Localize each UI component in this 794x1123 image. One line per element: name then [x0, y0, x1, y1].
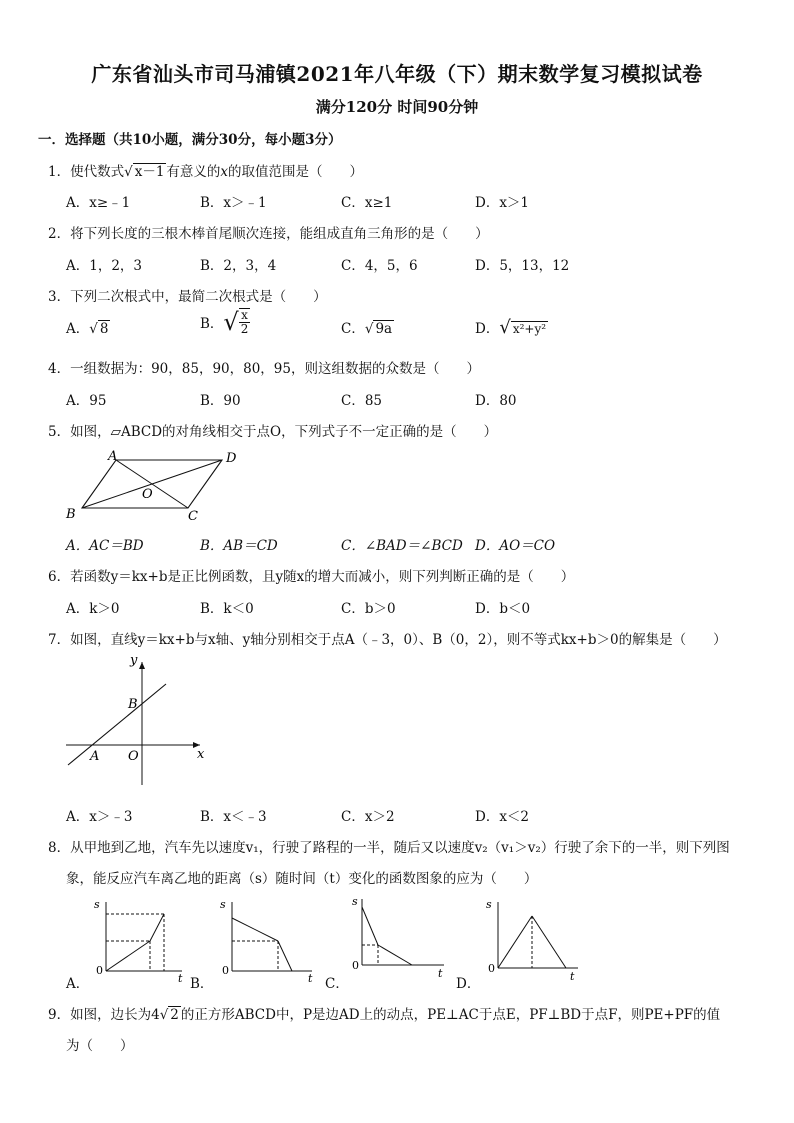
- label-b: B: [128, 697, 138, 712]
- question-text: 一组数据为：90，85，90，80，95，则这组数据的众数是（ ）: [70, 361, 480, 377]
- question-text: 下列二次根式中，最简二次根式是（ ）: [70, 289, 327, 305]
- option-d[interactable]: D．x＞1: [475, 195, 530, 211]
- question-9: [48, 1003, 720, 1023]
- question-text: 如图，边长为4: [70, 1007, 160, 1023]
- label-zero: 0: [352, 959, 359, 972]
- label-c: C: [188, 509, 198, 524]
- graph-line: [232, 918, 278, 941]
- question-8-line2: 象，能反应汽车离乙地的距离（s）随时间（t）变化的函数图象的应为（ ）: [66, 871, 538, 887]
- option-d[interactable]: D．5，13，12: [475, 258, 570, 274]
- option-d[interactable]: D．: [456, 976, 481, 992]
- option-c[interactable]: C．b＞0: [341, 601, 396, 617]
- question-text: 如图，直线y＝kx+b与x轴、y轴分别相交于点A（﹣3，0）、B（0，2），则不等式kx+b＞0的解集是（ ）: [70, 632, 727, 648]
- variable: x: [220, 164, 229, 180]
- label-s: s: [94, 898, 100, 911]
- graph-c: [340, 893, 450, 981]
- label-s: s: [220, 898, 226, 911]
- option-c[interactable]: [341, 317, 394, 337]
- option-a[interactable]: A．k＞0: [66, 601, 120, 617]
- radicand: 9a: [375, 321, 393, 337]
- sqrt-expression: √ 9a: [364, 321, 393, 337]
- question-5: [48, 420, 497, 440]
- label-t: t: [308, 972, 313, 982]
- radicand: 8: [99, 321, 109, 337]
- question-4: [48, 357, 480, 377]
- option-b[interactable]: B．k＜0: [200, 601, 254, 617]
- question-1: [48, 160, 363, 180]
- option-label: C．: [341, 321, 365, 337]
- question-3: [48, 285, 327, 305]
- question-number: 2．: [48, 226, 71, 242]
- label-zero: 0: [222, 964, 229, 977]
- label-a: A: [108, 449, 118, 464]
- label-zero: 0: [96, 964, 103, 977]
- label-t: t: [178, 972, 183, 982]
- option-c[interactable]: C．4，5，6: [341, 258, 418, 274]
- sqrt-expression: [511, 321, 548, 337]
- sqrt-expression: √ x－1: [124, 164, 165, 180]
- label-d: D: [226, 451, 237, 466]
- line-graph: [68, 684, 166, 765]
- question-text: 如图，▱ABCD的对角线相交于点O，下列式子不一定正确的是（ ）: [70, 424, 498, 440]
- sqrt-expression: √ 2: [159, 1007, 179, 1023]
- question-9-line2: 为（ ）: [66, 1038, 134, 1054]
- option-a[interactable]: A．1，2，3: [66, 258, 143, 274]
- option-b[interactable]: B．AB＝CD: [200, 538, 278, 554]
- option-a[interactable]: A．x＞﹣3: [66, 809, 133, 825]
- option-c[interactable]: C．x＞2: [341, 809, 395, 825]
- option-b[interactable]: B．2，3，4: [200, 258, 277, 274]
- graph-a: [88, 896, 188, 982]
- option-c[interactable]: C．∠BAD＝∠BCD: [341, 538, 463, 554]
- question-number: 4．: [48, 361, 71, 377]
- label-s: s: [352, 895, 358, 908]
- parallelogram-figure: [60, 448, 250, 526]
- question-text: 的正方形ABCD中，P是边AD上的动点，PE⊥AC于点E，PF⊥BD于点F，则PE+PF的值: [180, 1007, 721, 1023]
- graph-line: [278, 941, 292, 971]
- sqrt-expression: √ 8: [89, 321, 109, 337]
- graph-line: [362, 907, 378, 945]
- option-label: A．: [66, 321, 90, 337]
- question-number: 6．: [48, 569, 71, 585]
- question-text: 有意义的: [166, 164, 221, 180]
- radicand: x²+y²: [512, 322, 547, 336]
- option-b[interactable]: B．x＞﹣1: [200, 195, 267, 211]
- option-d[interactable]: D．AO＝CO: [475, 538, 556, 554]
- question-2: [48, 222, 489, 242]
- option-d[interactable]: D．80: [475, 393, 517, 409]
- option-c[interactable]: C．x≥1: [341, 195, 393, 211]
- y-axis-arrow: [139, 662, 145, 669]
- question-8: [48, 836, 730, 856]
- label-x: x: [197, 747, 205, 762]
- label-t: t: [570, 970, 575, 982]
- option-b[interactable]: B．90: [200, 393, 241, 409]
- graph-line: [532, 916, 566, 968]
- label-t: t: [438, 967, 443, 980]
- label-b: B: [66, 507, 76, 522]
- option-label: D．: [475, 321, 500, 337]
- option-d[interactable]: D．x＜2: [475, 809, 530, 825]
- option-a[interactable]: A．AC＝BD: [66, 538, 144, 554]
- fraction: [239, 308, 251, 336]
- graph-b: [212, 896, 322, 982]
- graph-line: [106, 941, 150, 971]
- option-label: B．: [200, 316, 224, 332]
- graph-line: [498, 916, 532, 968]
- option-c[interactable]: C．: [325, 976, 349, 992]
- option-d[interactable]: D．b＜0: [475, 601, 531, 617]
- denominator: 2: [240, 322, 249, 336]
- label-o: O: [128, 749, 139, 764]
- option-a[interactable]: A．: [66, 976, 90, 992]
- label-o: O: [142, 487, 153, 502]
- question-text: 使代数式: [70, 164, 125, 180]
- section-heading: 一．选择题（共10小题，满分30分，每小题3分）: [38, 132, 342, 148]
- label-a: A: [90, 749, 100, 764]
- question-number: 3．: [48, 289, 71, 305]
- graph-line: [150, 914, 164, 941]
- page-title: 广东省汕头市司马浦镇2021年八年级（下）期末数学复习模拟试卷: [91, 62, 703, 86]
- sqrt-symbol: √: [499, 317, 511, 338]
- option-d[interactable]: [475, 317, 548, 338]
- label-zero: 0: [488, 962, 495, 975]
- option-a[interactable]: [66, 317, 110, 337]
- question-number: 1．: [48, 164, 71, 180]
- option-a[interactable]: A．x≥﹣1: [66, 195, 131, 211]
- linear-graph-figure: [60, 650, 220, 790]
- label-s: s: [486, 898, 492, 911]
- question-7: [48, 628, 727, 648]
- radicand: x－1: [134, 164, 165, 180]
- question-text: 的取值范围是（ ）: [228, 164, 364, 180]
- radicand: 2: [170, 1007, 179, 1023]
- question-text: 若函数y＝kx+b是正比例函数，且y随x的增大而减小，则下列判断正确的是（ ）: [70, 569, 575, 585]
- question-number: 8．: [48, 840, 71, 856]
- label-y: y: [130, 653, 138, 668]
- question-number: 9．: [48, 1007, 71, 1023]
- graph-line: [378, 945, 412, 965]
- question-6: [48, 565, 574, 585]
- option-b[interactable]: B．x＜﹣3: [200, 809, 267, 825]
- option-b[interactable]: B．: [190, 976, 214, 992]
- page-subtitle: 满分120分 时间90分钟: [315, 98, 479, 116]
- question-text: 将下列长度的三根木棒首尾顺次连接，能组成直角三角形的是（ ）: [70, 226, 489, 242]
- question-number: 5．: [48, 424, 71, 440]
- option-c[interactable]: C．85: [341, 393, 383, 409]
- question-number: 7．: [48, 632, 71, 648]
- graph-d: [478, 896, 588, 982]
- question-text: 从甲地到乙地，汽车先以速度v₁，行驶了路程的一半，随后又以速度v₂（v₁＞v₂）行驶了余下的一半，则下列图: [70, 840, 730, 856]
- option-b[interactable]: [200, 308, 250, 336]
- numerator: x: [239, 309, 251, 323]
- sqrt-symbol: √: [223, 308, 239, 336]
- option-a[interactable]: A．95: [66, 393, 107, 409]
